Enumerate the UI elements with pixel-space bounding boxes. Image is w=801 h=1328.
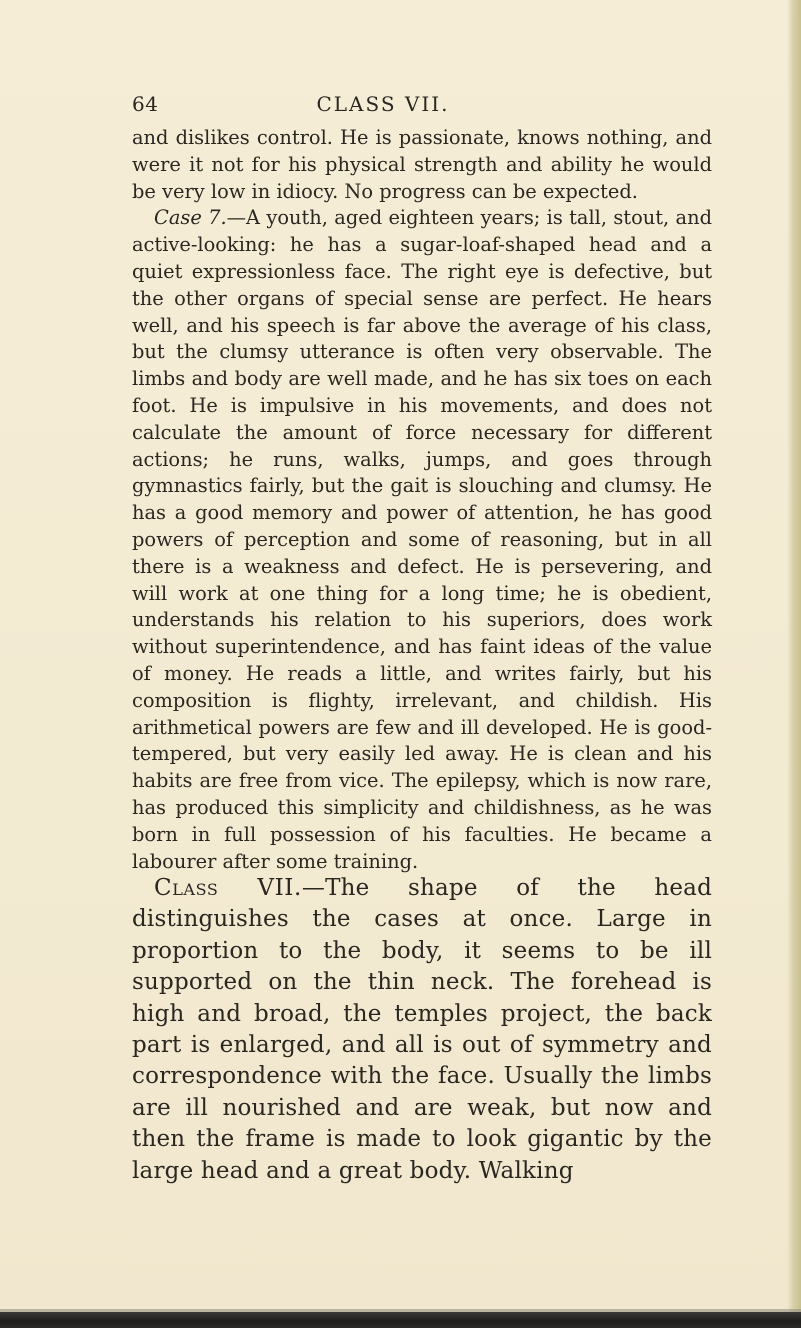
case-7-label: Case 7. bbox=[154, 206, 227, 230]
class-vii-label: Class VII. bbox=[154, 875, 302, 901]
class-vii-text: —The shape of the head distinguishes the cases at once. Large in proportion to the body, it seems to be ill supported on the thin neck. The forehead is high and broad, the temples project, the back part is enlarged, and all is out of symmetry and correspondence with the face. Usually the limbs are ill nourished and are weak, but now and then the frame is made to look gigantic by the large head and a great body. Walking bbox=[132, 875, 712, 1184]
paragraph-case-7 bbox=[132, 205, 712, 875]
page-edge-shadow bbox=[787, 0, 801, 1328]
main-text bbox=[132, 125, 712, 875]
running-head: CLASS VII. bbox=[316, 92, 450, 116]
page-header bbox=[0, 92, 801, 120]
class-vii-section bbox=[132, 873, 712, 1187]
page-number: 64 bbox=[132, 92, 159, 116]
scan-bottom-edge bbox=[0, 1312, 801, 1328]
case-7-text: —A youth, aged eighteen years; is tall, stout, and active-looking: he has a sugar-loaf-shaped head and a quiet expressionless face. The right eye is defective, but the other organs of special sense are perfect. He hears well, and his speech is far above the average of his class, but the clumsy utterance is often very observable. The limbs and body are well made, and he has six toes on each foot. He is impulsive in his movements, and does not calculate the amount of force necessary for different actions; he runs, walks, jumps, and goes through gymnastics fairly, but the gait is slouching and clumsy. He has a good memory and power of attention, he has good powers of perception and some of reasoning, but in all there is a weakness and defect. He is persevering, and will work at one thing for a long time; he is obedient, understands his relation to his superiors, does work without superintendence, and has faint ideas of the value of money. He reads a little, and writes fairly, but his composition is flighty, irrelevant, and childish. His arithmetical powers are few and ill developed. He is good-tempered, but very easily led away. He is clean and his habits are free from vice. The epilepsy, which is now rare, has produced this simplicity and childishness, as he was born in full possession of his faculties. He became a labourer after some training. bbox=[132, 206, 712, 873]
paragraph-continuation: and dislikes control. He is passionate, knows nothing, and were it not for his physical strength and ability he would be very low in idiocy. No progress can be expected. bbox=[132, 126, 712, 203]
